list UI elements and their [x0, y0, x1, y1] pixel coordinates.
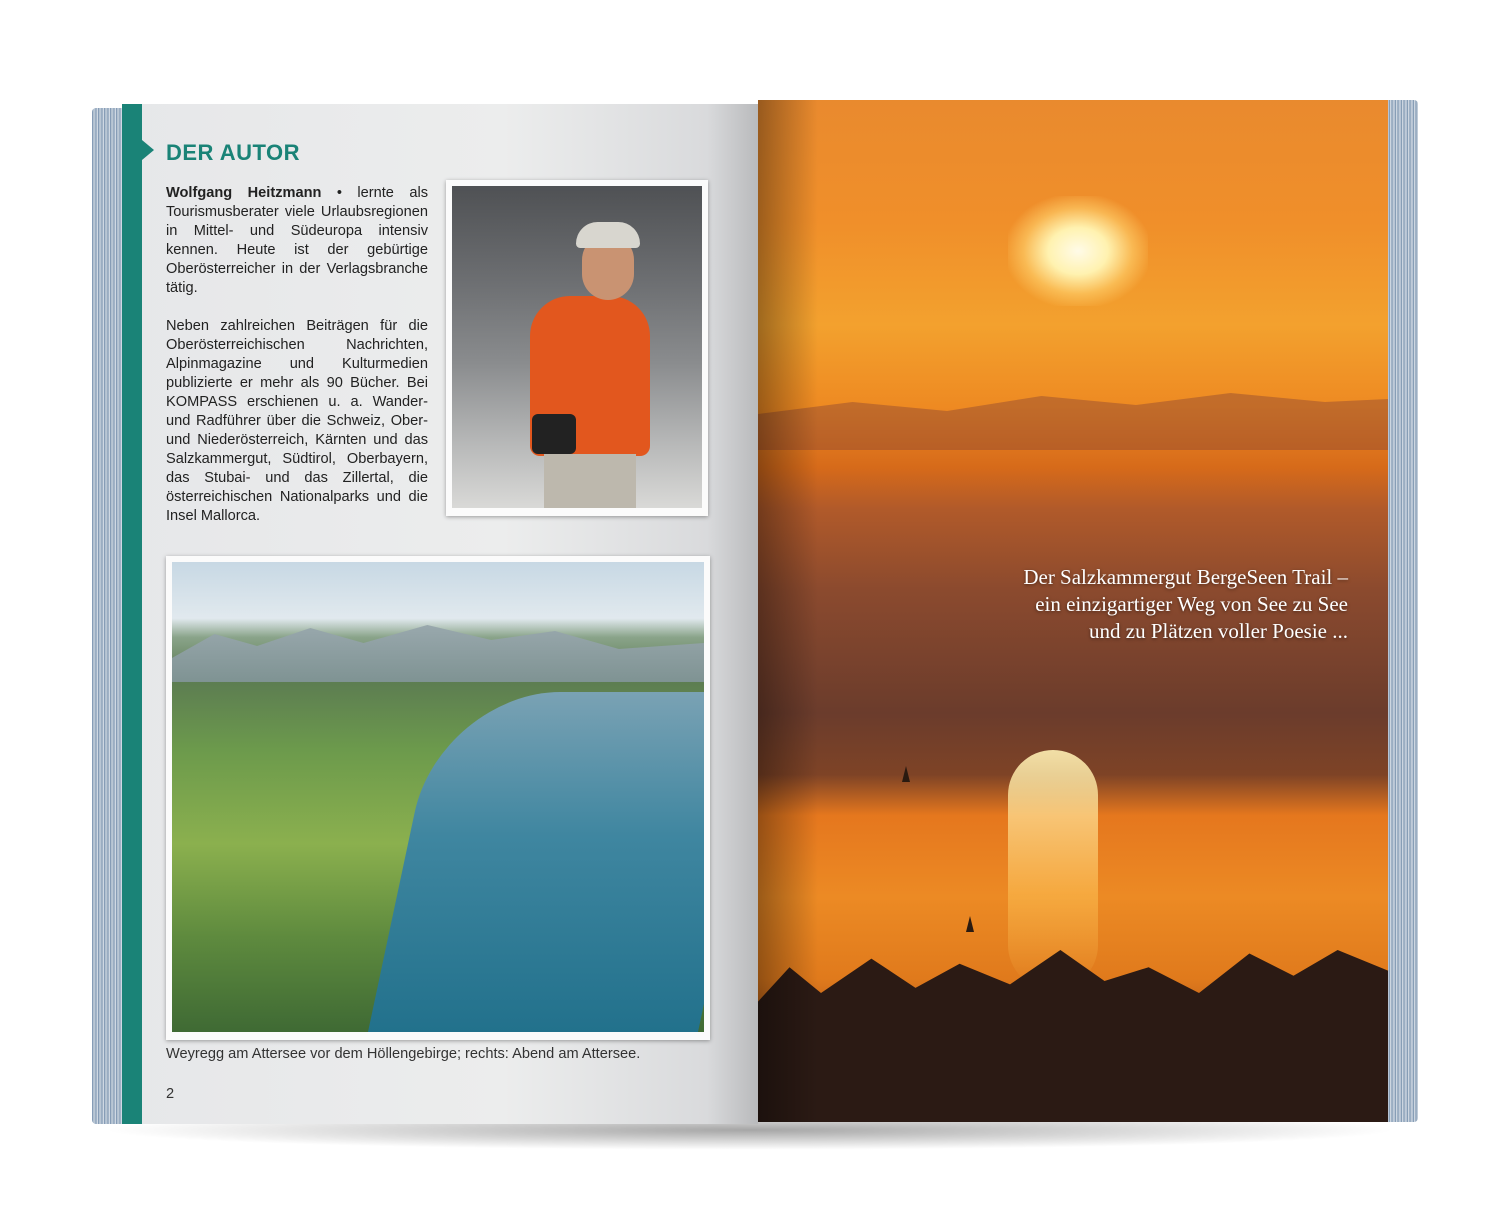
bio-paragraph-1 [166, 184, 428, 298]
lake-photo [166, 556, 710, 1040]
left-page [122, 104, 758, 1124]
sun-reflection [1008, 750, 1098, 990]
photo-caption: Weyregg am Attersee vor dem Höllengebirge; rechts: Abend am Attersee. [166, 1046, 641, 1062]
author-photo [446, 180, 708, 516]
photo-lake-water [364, 692, 704, 1032]
sun-glow [1008, 196, 1148, 306]
photo-camera-icon [532, 414, 576, 454]
sailboat-icon [966, 916, 974, 932]
page-quote [1023, 564, 1348, 645]
page-fold-shadow [758, 100, 818, 1122]
bio-separator: • [336, 185, 342, 201]
quote-line: und zu Plätzen voller Poesie ... [1089, 619, 1348, 643]
page-number: 2 [166, 1086, 175, 1102]
author-photo-image [452, 186, 702, 508]
quote-line: ein einzigartiger Weg von See zu See [1035, 592, 1348, 616]
bio-paragraph-2: Neben zahlreichen Beiträgen für die Oberösterreichischen Nachrichten, Alpinmagazine und Kulturmedien publizierte er mehr als 90 Bücher. Bei KOMPASS erschienen u. a. Wander- und Radführer über die Schweiz, Ober- und Niederösterreich, Kärnten und das Salzkammergut, Südtirol, Oberbayern, das Stubai- und das Zillertal, die österreichischen Nationalparks und die Insel Mallorca. [166, 318, 428, 524]
photo-mountains [172, 622, 704, 682]
page-stack-right [1384, 100, 1418, 1122]
sailboat-icon [902, 766, 910, 782]
tree-silhouette [758, 950, 1388, 1122]
author-name: Wolfgang Heitzmann [166, 185, 322, 201]
section-heading: DER AUTOR [166, 140, 301, 165]
right-page [758, 100, 1388, 1122]
lake-photo-image [172, 562, 704, 1032]
accent-band [122, 104, 142, 1124]
photo-shorts [544, 454, 636, 508]
author-bio [166, 184, 428, 545]
quote-line: Der Salzkammergut BergeSeen Trail – [1023, 565, 1348, 589]
mountain-ridge [758, 390, 1388, 450]
photo-cap [576, 222, 640, 248]
heading-marker-icon [142, 140, 154, 160]
bio-text-1: lernte als Tourismusberater viele Urlaubsregionen in Mittel- und Südeuropa intensiv kennen. Heute ist der gebürtige Oberösterreicher in der Verlagsbranche tätig. [166, 185, 428, 296]
